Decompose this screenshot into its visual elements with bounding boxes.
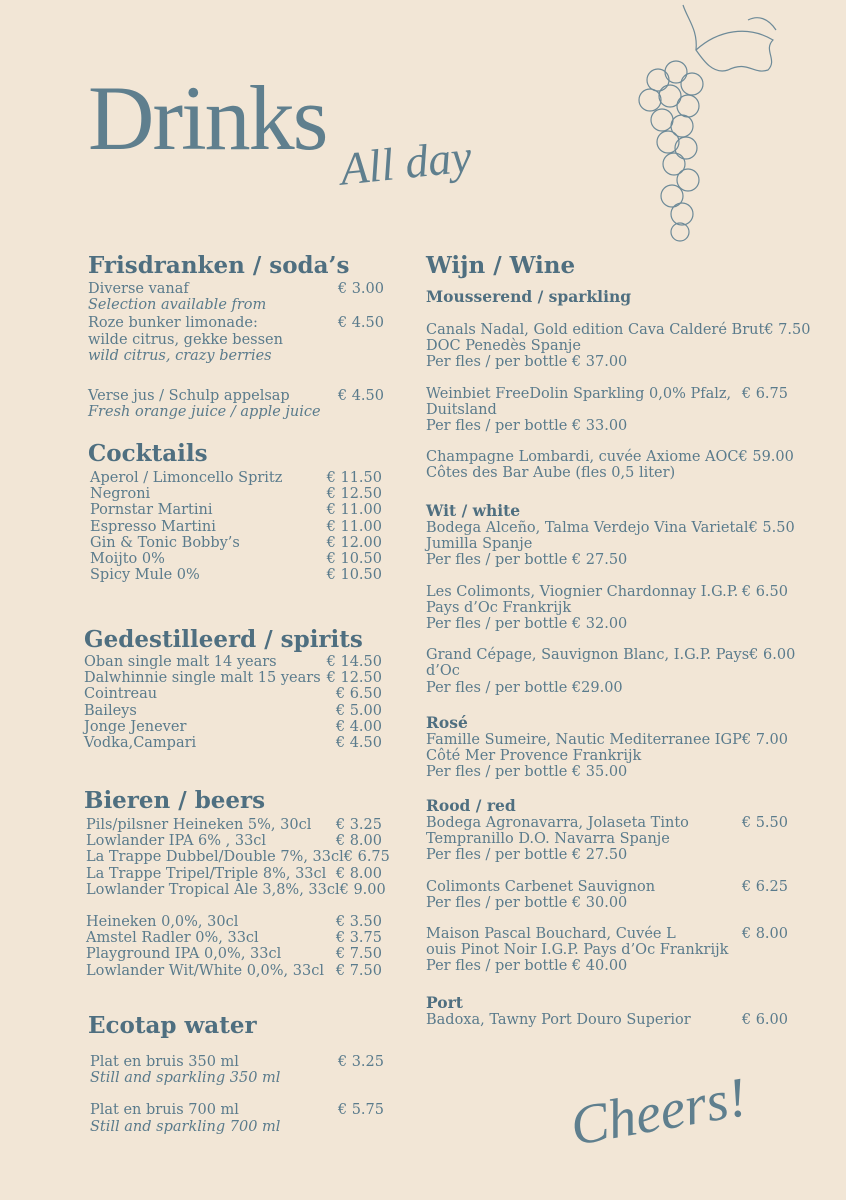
item-price: € 4.50 <box>335 735 382 752</box>
item-name: Gin & Tonic Bobby’s <box>90 534 240 551</box>
item-price: € 4.00 <box>335 718 382 735</box>
list-item <box>426 386 788 435</box>
item-name: Cointreau <box>84 686 158 703</box>
item-price: € 7.00 <box>741 732 788 748</box>
sparkling-list <box>426 322 811 482</box>
item-price: € 11.00 <box>326 518 382 535</box>
item-name: Diverse vanaf <box>88 281 189 297</box>
item-name: Badoxa, Tawny Port Douro Superior <box>426 1012 691 1028</box>
item-name: Grand Cépage, Sauvignon Blanc, I.G.P. Pays <box>426 647 750 664</box>
item-price: € 5.00 <box>335 702 382 719</box>
item-name: Amstel Radler 0%, 33cl <box>86 930 259 947</box>
item-name: Pornstar Martini <box>90 502 213 519</box>
list-item <box>426 449 794 482</box>
grapes-icon <box>628 0 788 250</box>
item-bottle-price: Per fles / per bottle €29.00 <box>426 679 623 696</box>
item-name: Champagne Lombardi, cuvée Axiome AOC <box>426 449 739 466</box>
item-price: € 14.50 <box>326 654 382 670</box>
item-name: Lowlander Wit/White 0,0%, 33cl <box>86 962 324 979</box>
item-price: € 5.50 <box>748 520 795 536</box>
item-bottle-price: Per fles / per bottle € 27.50 <box>426 847 628 864</box>
item-origin: DOC Penedès Spanje <box>426 338 582 355</box>
item-name: Colimonts Carbenet Sauvignon <box>426 878 656 895</box>
item-price: € 5.50 <box>741 815 788 831</box>
item-price: € 6.75 <box>343 849 390 866</box>
port-heading: Port <box>426 993 463 1012</box>
item-price: € 12.50 <box>326 670 382 687</box>
item-price: € 9.00 <box>339 881 386 898</box>
list-item <box>426 520 795 569</box>
item-price: € 10.50 <box>326 551 382 568</box>
item-name: Moijto 0% <box>90 551 165 568</box>
list-item <box>84 703 382 719</box>
list-item <box>426 815 788 864</box>
list-item <box>84 735 382 751</box>
item-name: Lowlander Tropical Ale 3,8%, 33cl <box>86 881 340 898</box>
item-note: Selection available from <box>88 297 267 314</box>
item-name: Espresso Martini <box>90 518 216 535</box>
item-origin: ouis Pinot Noir I.G.P. Pays d’Oc Frankrijk <box>426 942 729 959</box>
item-bottle-price: Per fles / per bottle € 33.00 <box>426 418 628 435</box>
section-beers <box>84 787 265 814</box>
spirits-heading: Gedestilleerd / spirits <box>84 626 363 653</box>
list-item <box>88 281 384 313</box>
list-item <box>84 719 382 735</box>
item-bottle-price: Per fles / per bottle € 27.50 <box>426 552 628 569</box>
item-name: Plat en bruis 700 ml <box>90 1102 239 1119</box>
white-list <box>426 501 796 696</box>
section-cocktails <box>88 440 208 467</box>
list-item <box>426 584 788 633</box>
item-name: Baileys <box>84 702 137 719</box>
rose-list <box>426 713 788 781</box>
section-water <box>88 1012 257 1039</box>
list-item <box>90 486 382 502</box>
rose-heading: Rosé <box>426 713 468 732</box>
item-price: € 4.50 <box>337 315 384 332</box>
item-origin: Pays d’Oc Frankrijk <box>426 599 572 616</box>
item-price: € 59.00 <box>738 449 794 466</box>
item-name: Heineken 0,0%, 30cl <box>86 914 239 931</box>
item-price: € 8.00 <box>335 833 382 850</box>
list-item <box>88 315 384 364</box>
cocktails-list <box>90 470 382 583</box>
list-item <box>86 963 382 979</box>
item-name: Aperol / Limoncello Spritz <box>90 470 283 486</box>
list-item <box>86 833 382 849</box>
beers-heading: Bieren / beers <box>84 787 266 814</box>
item-price: € 3.25 <box>335 817 382 833</box>
item-price: € 7.50 <box>335 946 382 963</box>
item-name: Negroni <box>90 486 151 503</box>
list-item <box>90 519 382 535</box>
item-price: € 12.00 <box>326 534 382 551</box>
item-note: Still and sparkling 700 ml <box>90 1118 281 1135</box>
item-price: € 6.75 <box>741 385 788 402</box>
item-price: € 5.75 <box>337 1102 384 1119</box>
list-item <box>426 1012 788 1028</box>
item-name: Plat en bruis 350 ml <box>90 1054 239 1070</box>
list-item <box>426 879 788 911</box>
item-price: € 11.50 <box>326 470 382 486</box>
water-heading: Ecotap water <box>88 1012 257 1039</box>
list-item <box>86 881 386 898</box>
item-price: € 7.50 <box>335 962 382 979</box>
section-sodas <box>88 252 388 279</box>
item-name: Vodka,Campari <box>84 735 197 752</box>
item-origin: Jumilla Spanje <box>426 536 533 553</box>
port-list <box>426 993 788 1028</box>
sodas-list <box>88 281 384 420</box>
item-origin: Duitsland <box>426 401 497 418</box>
item-name: Verse jus / Schulp appelsap <box>88 388 290 405</box>
list-item <box>90 1102 384 1134</box>
sodas-heading: Frisdranken / soda’s <box>88 252 350 279</box>
cocktails-heading: Cocktails <box>88 440 208 467</box>
list-item <box>90 470 382 486</box>
red-list <box>426 796 788 975</box>
water-list <box>90 1054 384 1135</box>
page-title: Drinks <box>88 67 327 169</box>
item-bottle-price: Per fles / per bottle € 32.00 <box>426 616 628 633</box>
item-bottle-price: Per fles / per bottle € 40.00 <box>426 958 628 975</box>
list-item <box>86 817 382 833</box>
item-price: € 6.00 <box>741 1012 788 1028</box>
item-name: Dalwhinnie single malt 15 years <box>84 670 321 687</box>
item-name: Spicy Mule 0% <box>90 567 200 584</box>
list-item <box>426 322 811 371</box>
item-price: € 6.00 <box>749 647 796 664</box>
item-name: La Trappe Tripel/Triple 8%, 33cl <box>86 865 327 882</box>
white-heading: Wit / white <box>426 501 521 520</box>
item-price: € 6.50 <box>335 686 382 703</box>
cheers-signoff: Cheers! <box>565 1066 752 1158</box>
list-item <box>84 670 382 686</box>
item-name: Bodega Alceño, Talma Verdejo Vina Varietal <box>426 520 749 536</box>
section-spirits <box>84 626 363 653</box>
item-price: € 3.00 <box>337 281 384 297</box>
list-item <box>426 647 796 696</box>
item-origin: Côtes des Bar Aube (fles 0,5 liter) <box>426 465 676 482</box>
item-note: Still and sparkling 350 ml <box>90 1070 281 1087</box>
list-item <box>90 502 382 518</box>
item-price: € 3.75 <box>335 930 382 947</box>
sparkling-heading: Mousserend / sparkling <box>426 287 632 306</box>
list-item <box>86 930 382 946</box>
item-name: Famille Sumeire, Nautic Mediterranee IGP <box>426 732 742 748</box>
item-note: Fresh orange juice / apple juice <box>88 404 321 421</box>
item-bottle-price: Per fles / per bottle € 35.00 <box>426 764 628 781</box>
item-name: Oban single malt 14 years <box>84 654 277 670</box>
item-price: € 4.50 <box>337 388 384 405</box>
item-name: Weinbiet FreeDolin Sparkling 0,0% Pfalz, <box>426 385 732 402</box>
item-price: € 7.50 <box>764 322 811 338</box>
item-name: Canals Nadal, Gold edition Cava Calderé Brut <box>426 322 765 338</box>
section-wine <box>426 252 575 279</box>
item-price: € 8.00 <box>335 865 382 882</box>
list-item <box>86 946 382 962</box>
list-item <box>90 535 382 551</box>
item-name: Pils/pilsner Heineken 5%, 30cl <box>86 817 312 833</box>
list-item <box>86 914 382 930</box>
item-origin: Tempranillo D.O. Navarra Spanje <box>426 831 670 848</box>
item-price: € 8.00 <box>741 926 788 943</box>
list-item <box>90 551 382 567</box>
item-price: € 11.00 <box>326 502 382 519</box>
list-item <box>86 866 382 882</box>
item-bottle-price: Per fles / per bottle € 30.00 <box>426 894 628 911</box>
item-price: € 6.50 <box>741 583 788 600</box>
list-item <box>90 1054 384 1086</box>
item-name: Jonge Jenever <box>84 718 187 735</box>
item-name: Lowlander IPA 6% , 33cl <box>86 833 267 850</box>
list-item <box>88 388 384 420</box>
list-item <box>426 732 788 781</box>
list-item <box>84 686 382 702</box>
item-price: € 6.25 <box>741 878 788 895</box>
item-name-2: wilde citrus, gekke bessen <box>88 331 283 348</box>
item-name: Maison Pascal Bouchard, Cuvée L <box>426 926 676 943</box>
item-origin: Côté Mer Provence Frankrijk <box>426 748 642 765</box>
spirits-list <box>84 654 382 751</box>
beers-list <box>86 817 390 979</box>
item-name: Bodega Agronavarra, Jolaseta Tinto <box>426 815 689 831</box>
item-name: La Trappe Dubbel/Double 7%, 33cl <box>86 849 344 866</box>
list-item <box>84 654 382 670</box>
item-note: wild citrus, crazy berries <box>88 347 272 364</box>
item-price: € 3.25 <box>337 1054 384 1070</box>
list-item <box>86 849 390 866</box>
item-price: € 12.50 <box>326 486 382 503</box>
page-subtitle: All day <box>337 130 474 195</box>
item-name: Playground IPA 0,0%, 33cl <box>86 946 282 963</box>
list-item <box>426 926 788 975</box>
red-heading: Rood / red <box>426 796 516 815</box>
item-name: Les Colimonts, Viognier Chardonnay I.G.P. <box>426 583 739 600</box>
wine-heading: Wijn / Wine <box>426 252 576 279</box>
item-origin: d’Oc <box>426 663 460 680</box>
item-name: Roze bunker limonade: <box>88 315 258 332</box>
list-item <box>90 567 382 583</box>
item-bottle-price: Per fles / per bottle € 37.00 <box>426 354 628 371</box>
item-price: € 10.50 <box>326 567 382 584</box>
item-price: € 3.50 <box>335 914 382 931</box>
